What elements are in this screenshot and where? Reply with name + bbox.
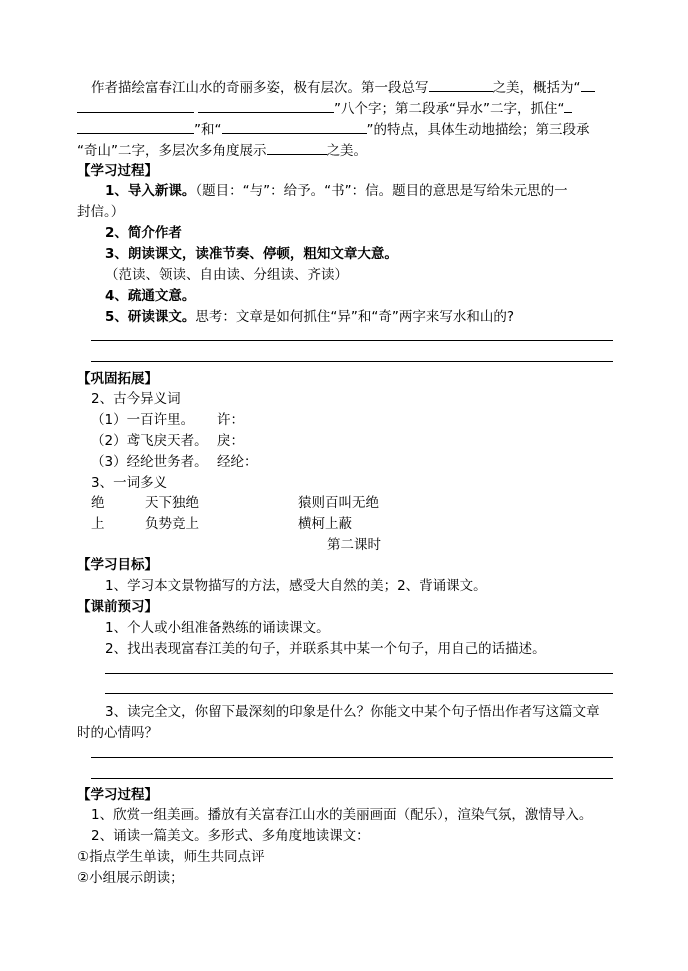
answer-blank [77, 99, 194, 113]
step-3-sub: （范读、领读、自由读、分组读、齐读） [105, 267, 348, 283]
intro-line-4 [77, 141, 367, 160]
intro-text: ”八个字；第二段承“异水”二字，抓住“ [334, 101, 565, 117]
intro-line-1 [91, 78, 595, 97]
preview-item: 3、读完全文，你留下最深刻的印象是什么？你能文中某个句子悟出作者写这篇文章 [105, 704, 600, 720]
process-substep: ②小组展示朗读； [77, 870, 184, 886]
step-label: 1、导入新课。 [105, 183, 196, 199]
answer-line [105, 673, 613, 674]
polysemy-word: 上 [91, 516, 105, 532]
polysemy-example: 天下独绝 [145, 495, 199, 511]
process-step: 1、欣赏一组美画。播放有关富春江山水的美丽画面（配乐），渲染气氛，激情导入。 [91, 807, 593, 823]
answer-blank [77, 120, 194, 134]
answer-line [91, 340, 613, 341]
vocab-key: 经纶： [217, 454, 258, 470]
answer-blank [581, 78, 595, 92]
step-5 [105, 308, 514, 326]
step-label: 5、研读课文。 [105, 309, 196, 325]
polysemy-example: 猿则百叫无绝 [298, 495, 379, 511]
intro-text: ”和“ [194, 122, 222, 138]
intro-text: 之美，概括为“ [492, 80, 581, 96]
lesson-heading: 第二课时 [327, 537, 381, 553]
vocab-heading: 2、古今异义词 [91, 391, 181, 407]
preview-item: 2、找出表现富春江美的句子，并联系其中某一个句子，用自己的话描述。 [105, 641, 546, 657]
polysemy-example: 负势竞上 [145, 516, 199, 532]
answer-blank [267, 141, 327, 155]
preview-item-cont: 时的心情吗？ [77, 725, 158, 741]
vocab-key: 戾： [217, 433, 244, 449]
intro-line-3 [77, 120, 590, 139]
answer-line [91, 361, 613, 362]
intro-text: “奇山”二字，多层次多角度展示 [77, 143, 267, 159]
process-step: 2、诵读一篇美文。多形式、多角度地读课文： [91, 828, 370, 844]
section-title: 【学习过程】 [77, 163, 158, 179]
answer-blank [222, 120, 367, 134]
answer-blank [429, 78, 493, 92]
learning-goal: 1、学习本文景物描写的方法，感受大自然的美；2、背诵课文。 [105, 578, 487, 594]
step-3: 3、朗读课文，读准节奏、停顿，粗知文章大意。 [105, 246, 398, 262]
step-1-cont: 封信。） [77, 204, 125, 220]
step-text: （题目：“与”：给予。“书”：信。题目的意思是写给朱元思的一 [195, 183, 568, 199]
polysemy-heading: 3、一词多义 [91, 475, 168, 491]
polysemy-word: 绝 [91, 495, 105, 511]
section-title: 【学习目标】 [77, 557, 158, 573]
step-text: 思考：文章是如何抓住“异”和“奇”两字来写水和山的? [195, 309, 515, 325]
answer-line [91, 778, 613, 779]
preview-item: 1、个人或小组准备熟练的诵读课文。 [105, 620, 330, 636]
answer-blank [198, 99, 334, 113]
step-2: 2、简介作者 [105, 225, 182, 241]
intro-text: ”的特点，具体生动地描绘；第三段承 [366, 122, 590, 138]
answer-line [91, 757, 613, 758]
intro-text: 之美。 [326, 143, 367, 159]
vocab-item: （2）鸢飞戾天者。 [91, 433, 208, 449]
step-1 [105, 182, 568, 200]
vocab-item: （3）经纶世务者。 [91, 454, 208, 470]
answer-blank [564, 99, 572, 113]
process-substep: ①指点学生单读，师生共同点评 [77, 849, 265, 865]
polysemy-example: 横柯上蔽 [298, 516, 352, 532]
answer-line [105, 693, 613, 694]
intro-line-2 [77, 99, 572, 118]
intro-text: 作者描绘富春江山水的奇丽多姿，极有层次。第一段总写 [91, 80, 429, 96]
vocab-key: 许： [217, 412, 244, 428]
section-title: 【课前预习】 [77, 599, 158, 615]
section-title: 【学习过程】 [77, 787, 158, 803]
step-4: 4、疏通文意。 [105, 288, 196, 304]
section-title: 【巩固拓展】 [77, 371, 158, 387]
vocab-item: （1）一百许里。 [91, 412, 195, 428]
